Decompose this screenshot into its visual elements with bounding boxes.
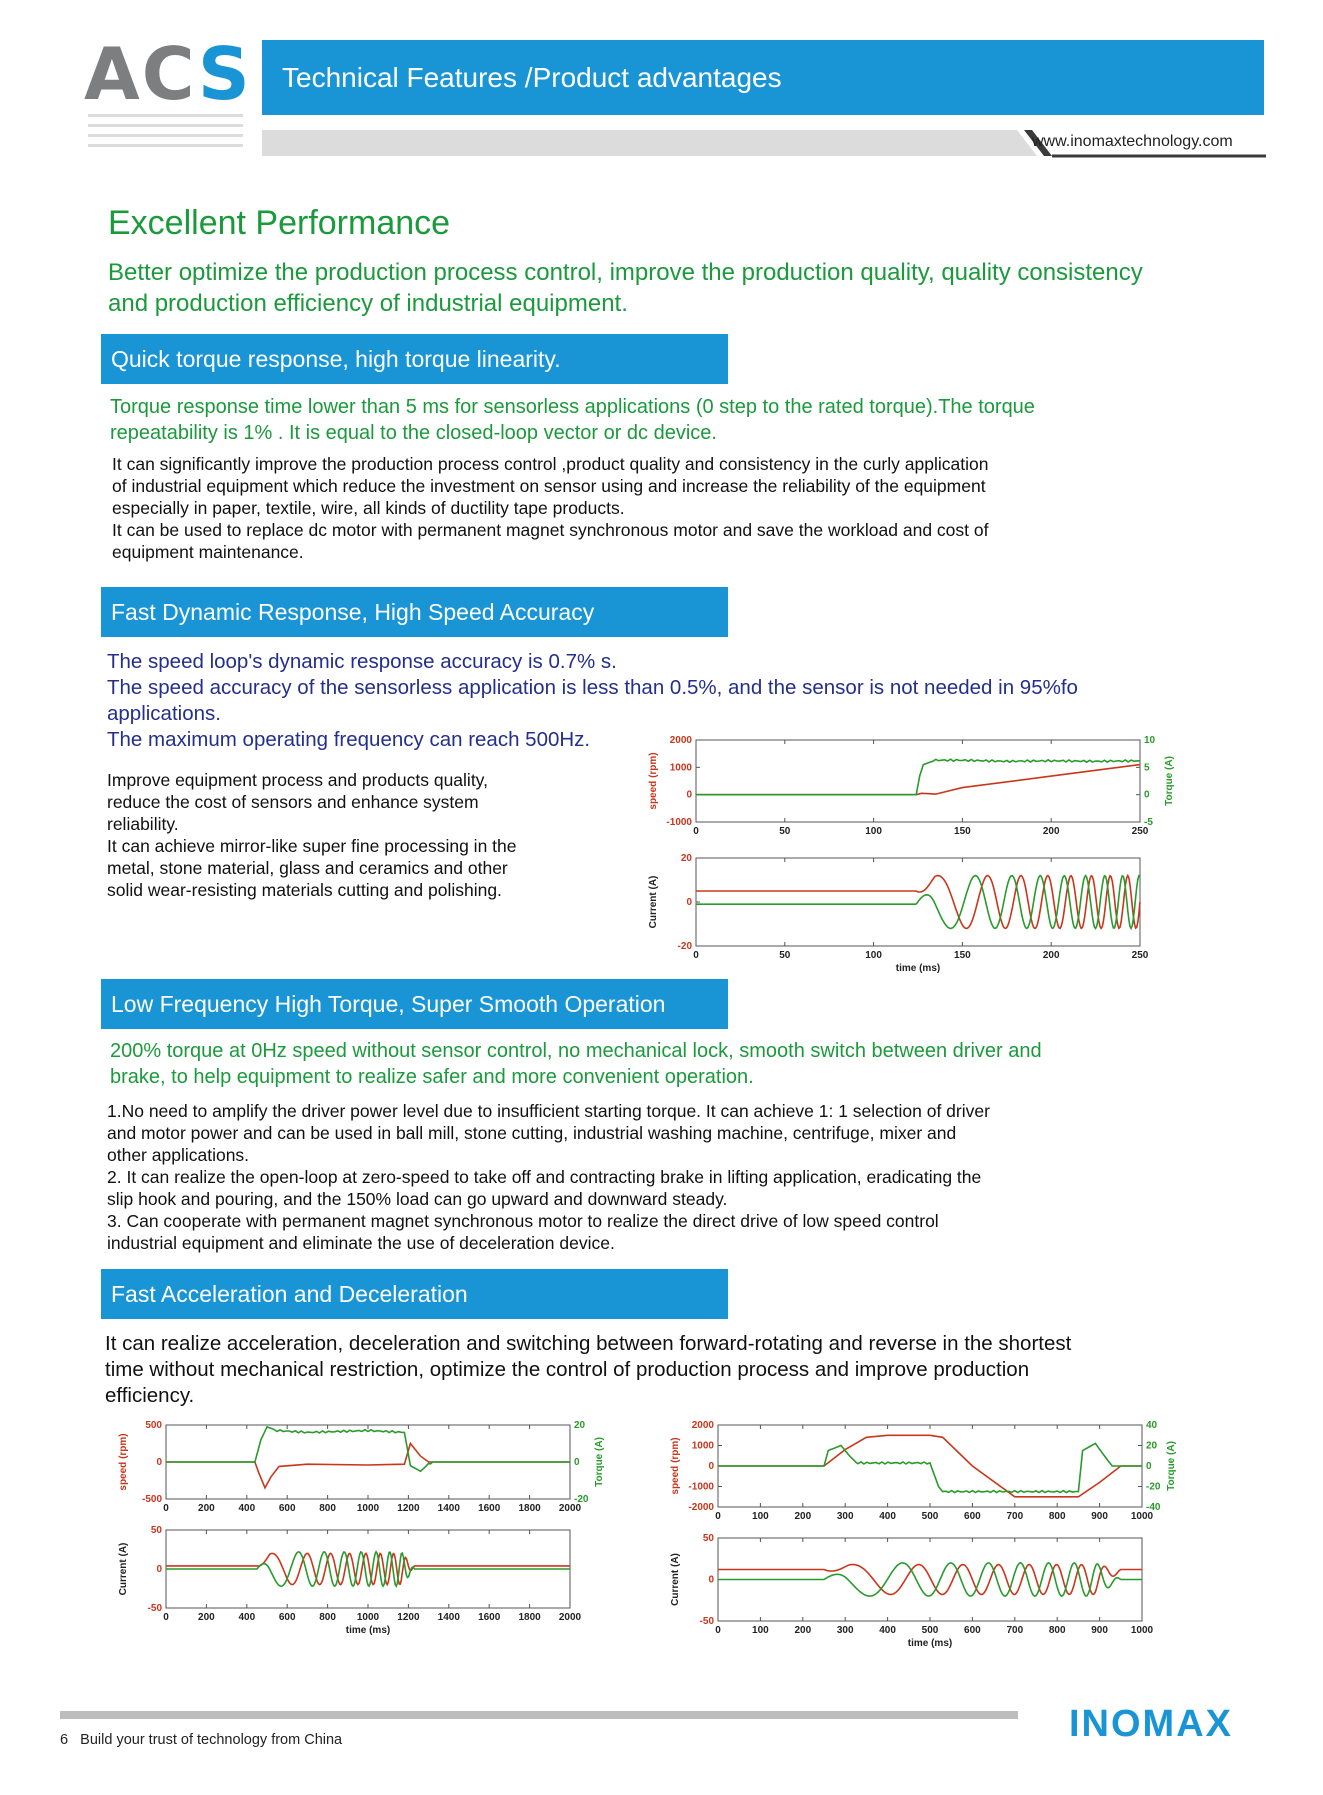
x-tick-label: 500 xyxy=(921,1625,939,1636)
speed-torque-chart-1 xyxy=(638,732,1178,842)
text-line: The maximum operating frequency can reach 500Hz. xyxy=(107,728,591,751)
y-axis-label: Current (A) xyxy=(118,1542,129,1596)
page-number: 6 xyxy=(60,1732,69,1748)
text-line: It can achieve mirror-like super fine processing in the xyxy=(107,836,517,856)
text-line: It can realize acceleration, deceleration and switching between forward-rotating and reverse in the shortest xyxy=(105,1332,1072,1355)
text-line: applications. xyxy=(107,702,221,725)
text-line: metal, stone material, glass and ceramics and other xyxy=(107,858,508,878)
y-tick-label: 0 xyxy=(708,1574,714,1586)
section-3-body xyxy=(107,1100,990,1254)
x-tick-label: 250 xyxy=(1131,826,1149,837)
page-heading: Excellent Performance xyxy=(108,204,451,242)
x-tick-label: 1400 xyxy=(437,1503,460,1514)
y2-tick-label: -20 xyxy=(574,1494,589,1505)
text-line: other applications. xyxy=(107,1145,250,1165)
y-tick-label: 20 xyxy=(680,853,692,864)
speed-torque-chart-3 xyxy=(660,1417,1180,1527)
y-tick-label: 0 xyxy=(156,1564,162,1575)
text-line: especially in paper, textile, wire, all kinds of ductility tape products. xyxy=(112,498,625,518)
y2-tick-label: 20 xyxy=(1146,1440,1158,1452)
logo-dot-pattern xyxy=(88,112,243,150)
y2-tick-label: -20 xyxy=(1146,1481,1161,1493)
text-line: It can be used to replace dc motor with permanent magnet synchronous motor and save the workload and cost of xyxy=(112,520,989,540)
text-line: repeatability is 1% . It is equal to the closed-loop vector or dc device. xyxy=(110,422,717,444)
section-1-body xyxy=(112,453,988,563)
x-tick-label: 0 xyxy=(715,1625,721,1636)
x-tick-label: 200 xyxy=(1042,826,1060,837)
y-tick-label: 50 xyxy=(150,1525,162,1536)
series-line-speed xyxy=(166,1444,570,1488)
text-line: solid wear-resisting materials cutting and polishing. xyxy=(107,880,502,900)
current-chart-1 xyxy=(638,850,1178,980)
footer-text xyxy=(60,1732,342,1748)
y-tick-label: -2000 xyxy=(688,1502,714,1513)
y-axis-label: Current (A) xyxy=(648,875,659,929)
text-line: The speed loop's dynamic response accuracy is 0.7% s. xyxy=(107,650,617,673)
x-tick-label: 250 xyxy=(1131,950,1149,961)
x-tick-label: 1200 xyxy=(397,1503,420,1514)
x-tick-label: 100 xyxy=(752,1511,769,1522)
y-axis-label: speed (rpm) xyxy=(670,1437,681,1495)
inomax-logo xyxy=(1040,1704,1262,1744)
x-tick-label: 1000 xyxy=(356,1503,380,1514)
y-tick-label: 50 xyxy=(702,1533,714,1544)
y2-tick-label: 20 xyxy=(574,1420,586,1431)
x-axis-label: time (ms) xyxy=(907,1638,953,1649)
x-tick-label: 200 xyxy=(1042,950,1060,961)
y-tick-label: -500 xyxy=(141,1494,162,1505)
text-line: of industrial equipment which reduce the investment on sensor using and increase the reliability of the equipment xyxy=(112,476,986,496)
x-tick-label: 0 xyxy=(715,1511,721,1522)
x-tick-label: 900 xyxy=(1091,1625,1108,1636)
x-tick-label: 0 xyxy=(693,826,699,837)
x-tick-label: 2000 xyxy=(558,1612,582,1623)
brand-name: INOMAX xyxy=(1069,1704,1233,1744)
y2-tick-label: 5 xyxy=(1144,762,1150,774)
y-axis-label: Current (A) xyxy=(670,1553,681,1606)
y-tick-label: -50 xyxy=(147,1603,162,1614)
text-line: 2. It can realize the open-loop at zero-speed to take off and contracting brake in lifting application, eradicating the xyxy=(107,1167,982,1187)
company-logo: ACS xyxy=(84,32,252,116)
text-line: time without mechanical restriction, optimize the control of production process and improve production xyxy=(105,1358,1030,1381)
y-tick-label: 0 xyxy=(156,1457,162,1468)
x-tick-label: 2000 xyxy=(558,1503,582,1514)
text-line: and motor power and can be used in ball mill, stone cutting, industrial washing machine, centrifuge, mixer and xyxy=(107,1123,957,1143)
y2-tick-label: 40 xyxy=(1146,1420,1158,1431)
y2-tick-label: 10 xyxy=(1144,735,1156,746)
y-axis-label: speed (rpm) xyxy=(648,752,659,810)
x-tick-label: 0 xyxy=(163,1612,169,1623)
y-tick-label: 500 xyxy=(145,1420,162,1431)
section-1-title: Quick torque response, high torque linearity. xyxy=(111,346,561,372)
x-tick-label: 600 xyxy=(964,1511,981,1522)
y-tick-label: 2000 xyxy=(669,735,692,746)
section-1-title-bar xyxy=(101,334,728,384)
x-tick-label: 400 xyxy=(879,1511,896,1522)
y-tick-label: 0 xyxy=(708,1461,714,1472)
y2-tick-label: 0 xyxy=(1144,789,1150,801)
text-line: 3. Can cooperate with permanent magnet synchronous motor to realize the direct drive of low speed control xyxy=(107,1211,939,1231)
text-line: brake, to help equipment to realize safer and more convenient operation. xyxy=(110,1066,754,1088)
text-line: reduce the cost of sensors and enhance system xyxy=(107,792,479,812)
x-tick-label: 700 xyxy=(1006,1625,1024,1636)
header-title: Technical Features /Product advantages xyxy=(282,62,782,93)
x-tick-label: 50 xyxy=(779,950,791,961)
y-tick-label: 1000 xyxy=(669,762,692,774)
x-tick-label: 1000 xyxy=(1130,1511,1154,1522)
x-tick-label: 1800 xyxy=(518,1503,541,1514)
text-line: industrial equipment and eliminate the use of deceleration device. xyxy=(107,1233,615,1253)
y-tick-label: 0 xyxy=(686,897,692,908)
x-tick-label: 1400 xyxy=(437,1612,460,1623)
section-2-body xyxy=(107,769,517,901)
x-tick-label: 700 xyxy=(1006,1511,1024,1522)
x-tick-label: 1600 xyxy=(478,1503,501,1514)
text-line: Improve equipment process and products quality, xyxy=(107,770,488,790)
text-line: reliability. xyxy=(107,814,179,834)
series-line-torque xyxy=(718,1443,1142,1492)
y2-tick-label: 0 xyxy=(574,1457,580,1468)
x-tick-label: 900 xyxy=(1091,1511,1108,1522)
x-tick-label: 600 xyxy=(278,1503,296,1514)
section-1-highlight xyxy=(110,394,1190,446)
x-tick-label: 50 xyxy=(779,826,791,837)
footer-tagline: Build your trust of technology from China xyxy=(80,1732,343,1748)
x-tick-label: 300 xyxy=(836,1625,854,1636)
x-tick-label: 600 xyxy=(964,1625,981,1636)
text-line: Torque response time lower than 5 ms for sensorless applications (0 step to the rated torque).The torque xyxy=(110,396,1035,418)
footer-divider xyxy=(60,1711,1018,1719)
y2-axis-label: Torque (A) xyxy=(1166,1441,1177,1491)
y-tick-label: 2000 xyxy=(691,1420,714,1431)
x-tick-label: 800 xyxy=(1048,1625,1066,1636)
x-tick-label: 400 xyxy=(238,1503,256,1514)
x-tick-label: 0 xyxy=(693,950,699,961)
page-subheading: Better optimize the production process control, improve the production quality, quality consistency and production efficiency of industrial equipment. xyxy=(108,259,1143,317)
section-3-title-bar xyxy=(101,979,728,1029)
x-tick-label: 100 xyxy=(865,950,882,961)
x-tick-label: 0 xyxy=(163,1503,169,1514)
x-tick-label: 200 xyxy=(198,1503,215,1514)
y-tick-label: 0 xyxy=(686,789,692,801)
x-tick-label: 1800 xyxy=(518,1612,541,1623)
text-line: equipment maintenance. xyxy=(112,542,304,562)
x-tick-label: 100 xyxy=(865,826,882,837)
x-axis-label: time (ms) xyxy=(895,963,941,974)
x-tick-label: 150 xyxy=(954,950,971,961)
text-line: slip hook and pouring, and the 150% load can go upward and downward steady. xyxy=(107,1189,728,1209)
current-chart-2 xyxy=(108,1522,608,1642)
x-tick-label: 300 xyxy=(836,1511,854,1522)
website-url[interactable]: www.inomaxtechnology.com xyxy=(1032,133,1233,150)
y-tick-label: -1000 xyxy=(688,1481,714,1493)
x-tick-label: 100 xyxy=(752,1625,769,1636)
x-tick-label: 600 xyxy=(278,1612,296,1623)
text-line: The speed accuracy of the sensorless application is less than 0.5%, and the sensor is not needed in 95%fo xyxy=(107,676,1078,699)
x-tick-label: 200 xyxy=(198,1612,215,1623)
section-2-title-bar xyxy=(101,587,728,637)
x-tick-label: 400 xyxy=(879,1625,896,1636)
series-line-speed xyxy=(696,765,1140,795)
y2-tick-label: -5 xyxy=(1144,817,1153,828)
x-tick-label: 800 xyxy=(319,1612,336,1623)
section-3-title: Low Frequency High Torque, Super Smooth Operation xyxy=(111,991,666,1017)
section-4-title: Fast Acceleration and Deceleration xyxy=(111,1281,468,1307)
section-3-highlight xyxy=(110,1038,1190,1090)
section-4-title-bar xyxy=(101,1269,728,1319)
x-tick-label: 1200 xyxy=(397,1612,420,1623)
x-tick-label: 400 xyxy=(238,1612,256,1623)
text-line: It can significantly improve the production process control ,product quality and consistency in the curly application xyxy=(112,454,989,474)
y2-axis-label: Torque (A) xyxy=(1164,756,1175,806)
x-tick-label: 1600 xyxy=(478,1612,501,1623)
y-tick-label: -50 xyxy=(699,1616,714,1627)
x-tick-label: 1000 xyxy=(356,1612,380,1623)
section-2-title: Fast Dynamic Response, High Speed Accuracy xyxy=(111,599,595,625)
header-title-bar xyxy=(262,40,1264,115)
current-chart-3 xyxy=(660,1530,1180,1655)
y-tick-label: 1000 xyxy=(691,1440,714,1452)
y2-axis-label: Torque (A) xyxy=(594,1437,605,1487)
x-tick-label: 500 xyxy=(921,1511,939,1522)
series-line-torque xyxy=(696,759,1140,795)
y-tick-label: -1000 xyxy=(666,817,692,828)
x-tick-label: 200 xyxy=(794,1625,812,1636)
section-4-body xyxy=(105,1331,1071,1409)
text-line: 1.No need to amplify the driver power level due to insufficient starting torque. It can achieve 1: 1 selection of driver xyxy=(107,1101,990,1121)
x-axis-label: time (ms) xyxy=(345,1625,391,1636)
y2-tick-label: -40 xyxy=(1146,1502,1161,1513)
text-line: efficiency. xyxy=(105,1384,195,1407)
x-tick-label: 800 xyxy=(1048,1511,1066,1522)
text-line: 200% torque at 0Hz speed without sensor control, no mechanical lock, smooth switch between driver and xyxy=(110,1040,1042,1062)
speed-torque-chart-2 xyxy=(108,1417,608,1519)
y-tick-label: -20 xyxy=(677,941,692,952)
x-tick-label: 800 xyxy=(319,1503,336,1514)
x-tick-label: 1000 xyxy=(1130,1625,1154,1636)
y2-tick-label: 0 xyxy=(1146,1461,1152,1472)
y-axis-label: speed (rpm) xyxy=(118,1433,129,1491)
x-tick-label: 150 xyxy=(954,826,971,837)
x-tick-label: 200 xyxy=(794,1511,812,1522)
